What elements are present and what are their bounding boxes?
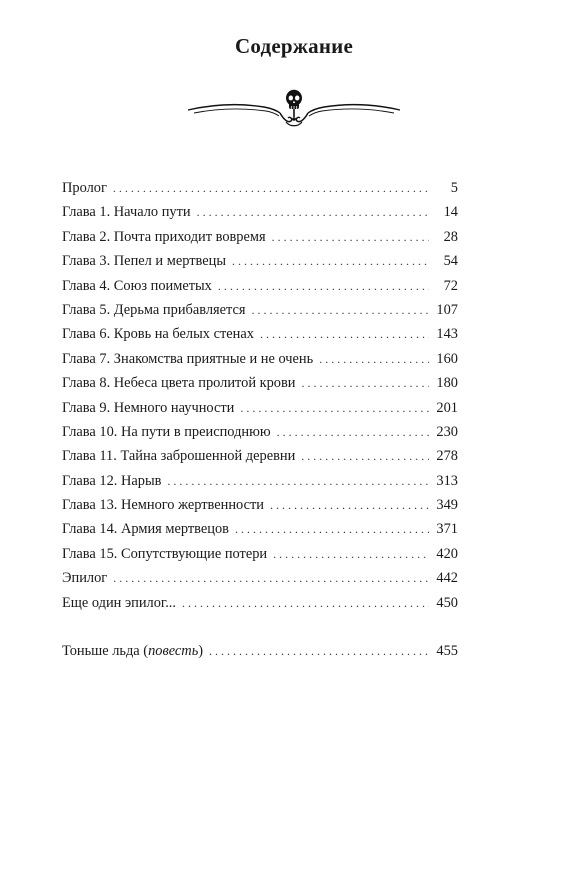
toc-entry-label: Глава 14. Армия мертвецов: [62, 521, 229, 538]
toc-row[interactable]: [62, 517, 458, 541]
toc-entry-label: Глава 1. Начало пути: [62, 204, 191, 221]
toc-entry-label: Тоньше льда (повесть): [62, 643, 204, 660]
toc-entry-label: Глава 3. Пепел и мертвецы: [62, 253, 226, 270]
toc-entry-page: 371: [436, 521, 458, 538]
toc-row[interactable]: [62, 591, 458, 615]
toc-entry-page: 107: [436, 301, 458, 318]
toc-entry-label: Глава 7. Знакомства приятные и не очень: [62, 350, 314, 367]
toc-entry-label: Глава 13. Немного жертвенности: [62, 497, 264, 514]
toc-entry-page: 14: [443, 204, 458, 221]
toc-entry-page: 5: [450, 180, 458, 196]
toc-entry-label: Глава 2. Почта приходит вовремя: [62, 228, 266, 245]
dot-leader: [113, 176, 429, 200]
toc-row-extra[interactable]: [62, 639, 458, 663]
toc-row[interactable]: [62, 176, 458, 200]
dot-leader: [232, 249, 429, 273]
dot-leader: [197, 200, 429, 224]
dot-leader: [273, 542, 429, 566]
toc-entry-label: Глава 9. Немного научности: [62, 399, 235, 416]
toc-entry-page: 278: [436, 448, 458, 465]
toc-entry-page: 201: [436, 399, 458, 416]
dot-leader: [260, 322, 429, 346]
toc-entry-page: 455: [436, 643, 458, 660]
toc-entry-page: 450: [436, 594, 458, 611]
dot-leader: [240, 396, 429, 420]
dot-leader: [218, 274, 429, 298]
toc-entry-label: Глава 10. На пути в преисподнюю: [62, 423, 271, 440]
toc-row[interactable]: [62, 225, 458, 249]
dot-leader: [113, 566, 429, 590]
toc-row[interactable]: [62, 469, 458, 493]
toc-row[interactable]: [62, 298, 458, 322]
toc-row[interactable]: [62, 493, 458, 517]
toc-entries: [62, 176, 458, 615]
toc-entry-label: Глава 6. Кровь на белых стенах: [62, 326, 254, 343]
toc-entry-page: 230: [436, 423, 458, 440]
dot-leader: [167, 469, 429, 493]
toc-entry-page: 160: [436, 350, 458, 367]
toc-entry-page: 420: [436, 545, 458, 562]
skull-ornament-icon: [184, 86, 404, 130]
toc-entry-page: 72: [443, 277, 458, 294]
dot-leader: [270, 493, 429, 517]
toc-entry-label: Глава 5. Дерьма прибавляется: [62, 301, 246, 318]
toc-entry-page: 313: [436, 472, 458, 489]
toc-entry-label: Глава 8. Небеса цвета пролитой крови: [62, 375, 296, 392]
toc-entry-label: Еще один эпилог...: [62, 594, 176, 611]
toc-row[interactable]: [62, 274, 458, 298]
toc-entry-page: 180: [436, 375, 458, 392]
toc-entry-label: Глава 11. Тайна заброшенной деревни: [62, 448, 296, 465]
toc-row[interactable]: [62, 347, 458, 371]
table-of-contents: [62, 176, 458, 663]
toc-entry-label: Глава 12. Нарыв: [62, 472, 162, 489]
toc-entry-label: Глава 15. Сопутствующие потери: [62, 545, 268, 562]
toc-row[interactable]: [62, 322, 458, 346]
toc-entry-label: Пролог: [62, 180, 107, 196]
dot-leader: [252, 298, 430, 322]
dot-leader: [301, 444, 429, 468]
toc-row[interactable]: [62, 566, 458, 590]
toc-row[interactable]: [62, 542, 458, 566]
toc-entry-page: 442: [436, 570, 458, 587]
toc-entry-label: Глава 4. Союз поиметых: [62, 277, 212, 294]
dot-leader: [277, 420, 429, 444]
toc-entry-page: 28: [443, 228, 458, 245]
toc-entry-page: 143: [436, 326, 458, 343]
toc-entry-page: 54: [443, 253, 458, 270]
toc-entry-label: Эпилог: [62, 570, 108, 587]
toc-row[interactable]: [62, 444, 458, 468]
toc-row[interactable]: [62, 249, 458, 273]
dot-leader: [272, 225, 429, 249]
dot-leader: [302, 371, 430, 395]
toc-row[interactable]: [62, 396, 458, 420]
dot-leader: [235, 517, 429, 541]
dot-leader: [209, 639, 429, 663]
toc-entry-page: 349: [436, 497, 458, 514]
dot-leader: [182, 591, 429, 615]
toc-row[interactable]: [62, 420, 458, 444]
toc-row[interactable]: [62, 371, 458, 395]
page-title: Содержание: [235, 34, 353, 58]
toc-gap: [62, 615, 458, 639]
toc-row[interactable]: [62, 200, 458, 224]
dot-leader: [319, 347, 429, 371]
